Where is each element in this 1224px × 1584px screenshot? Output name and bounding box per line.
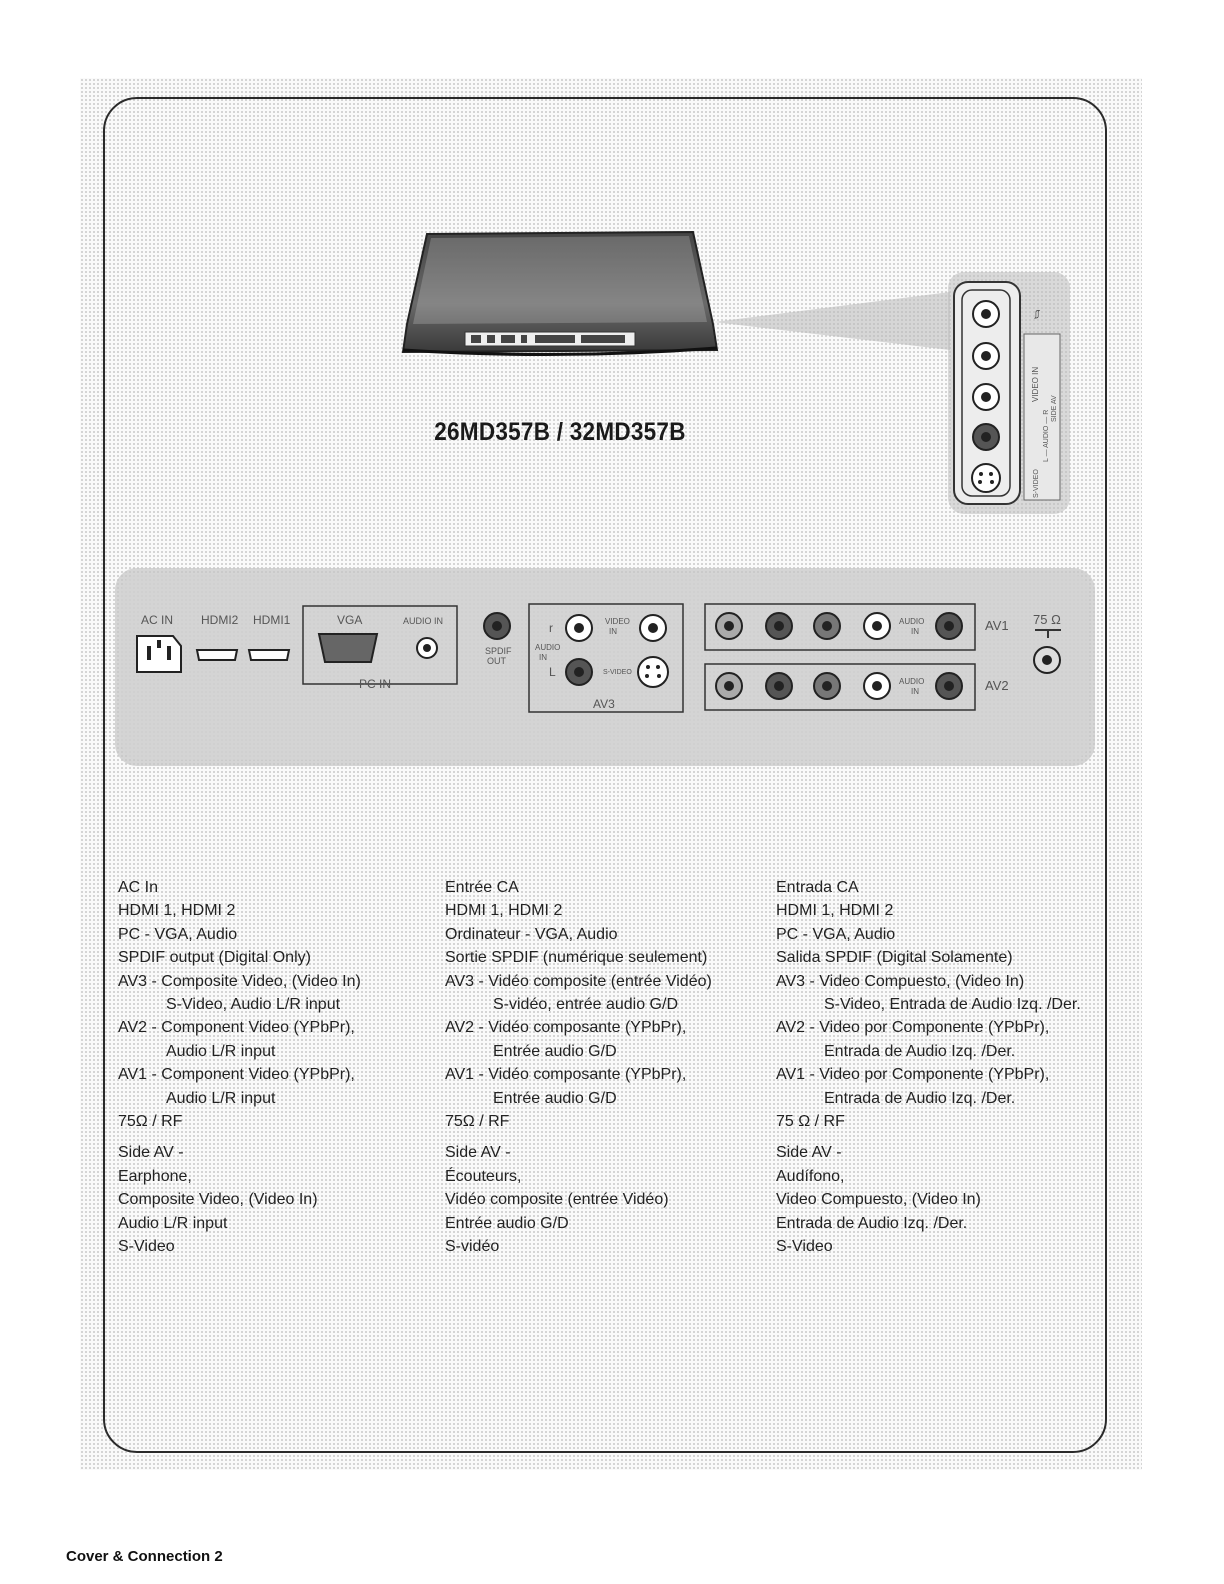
vga-label: VGA — [337, 613, 363, 627]
hdmi1-port — [249, 650, 289, 660]
hdmi2-label: HDMI2 — [201, 613, 239, 627]
rf-label: 75 Ω — [1033, 612, 1061, 627]
side-audio-label: L — AUDIO — R — [1043, 409, 1050, 462]
spdif-out-label: OUT — [487, 656, 506, 666]
av3-label: AV3 — [593, 697, 615, 711]
french-column: Entrée CA HDMI 1, HDMI 2 Ordinateur - VGA, Audio Sortie SPDIF (numérique seulement) AV3 - Vidéo composite (entrée Vidéo) S-vidéo, entrée audio G/D AV2 - Vidéo composante (YPbPr), Entrée audio G/D AV1 - Vidéo composante (YPbPr), Entrée audio G/D 75Ω / RF Side AV - Écouteurs, Vidéo composite (entrée Vidéo) Entrée audio G/D S-vidéo — [445, 879, 712, 1256]
hdmi1-label: HDMI1 — [253, 613, 291, 627]
av3-in-label: IN — [539, 653, 547, 662]
tv-rear-illustration — [395, 228, 725, 362]
pc-audio-in-label: AUDIO IN — [403, 616, 444, 626]
av1-in-label: IN — [911, 627, 919, 636]
side-svideo-label: S-VIDEO — [1033, 469, 1040, 498]
side-video-in-label: VIDEO IN — [1031, 366, 1040, 402]
model-title: 26MD357B / 32MD357B — [434, 418, 686, 446]
spdif-label: SPDIF — [485, 646, 512, 656]
page-footer: Cover & Connection 2 — [66, 1548, 223, 1565]
av3-video-label: VIDEO — [605, 617, 630, 626]
spanish-column: Entrada CA HDMI 1, HDMI 2 PC - VGA, Audio Salida SPDIF (Digital Solamente) AV3 - Video Compuesto, (Video In) S-Video, Entrada de Audio Izq. /Der. AV2 - Video por Componente (YPbPr), Entrada de Audio Izq. /Der. AV1 - Video por Componente (YPbPr), Entrada de Audio Izq. /Der. 75 Ω / RF Side AV - Audífono, Video Compuesto, (Video In) Entrada de Audio Izq. /Der. S-Video — [776, 879, 1081, 1256]
av3-svideo-label: S-VIDEO — [603, 669, 632, 676]
hdmi2-port — [197, 650, 237, 660]
av3-r-label: r — [549, 621, 553, 635]
headphone-icon: ⎎ — [1034, 307, 1041, 321]
english-column: AC In HDMI 1, HDMI 2 PC - VGA, Audio SPDIF output (Digital Only) AV3 - Composite Video, (Video In) S-Video, Audio L/R input AV2 - Component Video (YPbPr), Audio L/R input AV1 - Component Video (YPbPr), Audio L/R input 75Ω / RF Side AV - Earphone, Composite Video, (Video In) Audio L/R input S-Video — [118, 879, 361, 1256]
av1-audio-label: AUDIO — [899, 617, 925, 626]
side-av-label: SIDE AV — [1051, 395, 1058, 422]
pc-in-label: PC IN — [359, 677, 392, 691]
av3-l-label: L — [549, 665, 556, 679]
av2-in-label: IN — [911, 687, 919, 696]
ac-in-label: AC IN — [141, 613, 174, 627]
vga-port — [319, 634, 377, 662]
rear-connector-panel — [115, 568, 1095, 766]
av1-label: AV1 — [985, 618, 1009, 633]
av2-label: AV2 — [985, 678, 1009, 693]
av3-audio-label: AUDIO — [535, 643, 561, 652]
av2-audio-label: AUDIO — [899, 677, 925, 686]
zoom-beam — [714, 292, 954, 352]
av3-video-in-label: IN — [609, 627, 617, 636]
side-av-panel — [948, 272, 1070, 514]
